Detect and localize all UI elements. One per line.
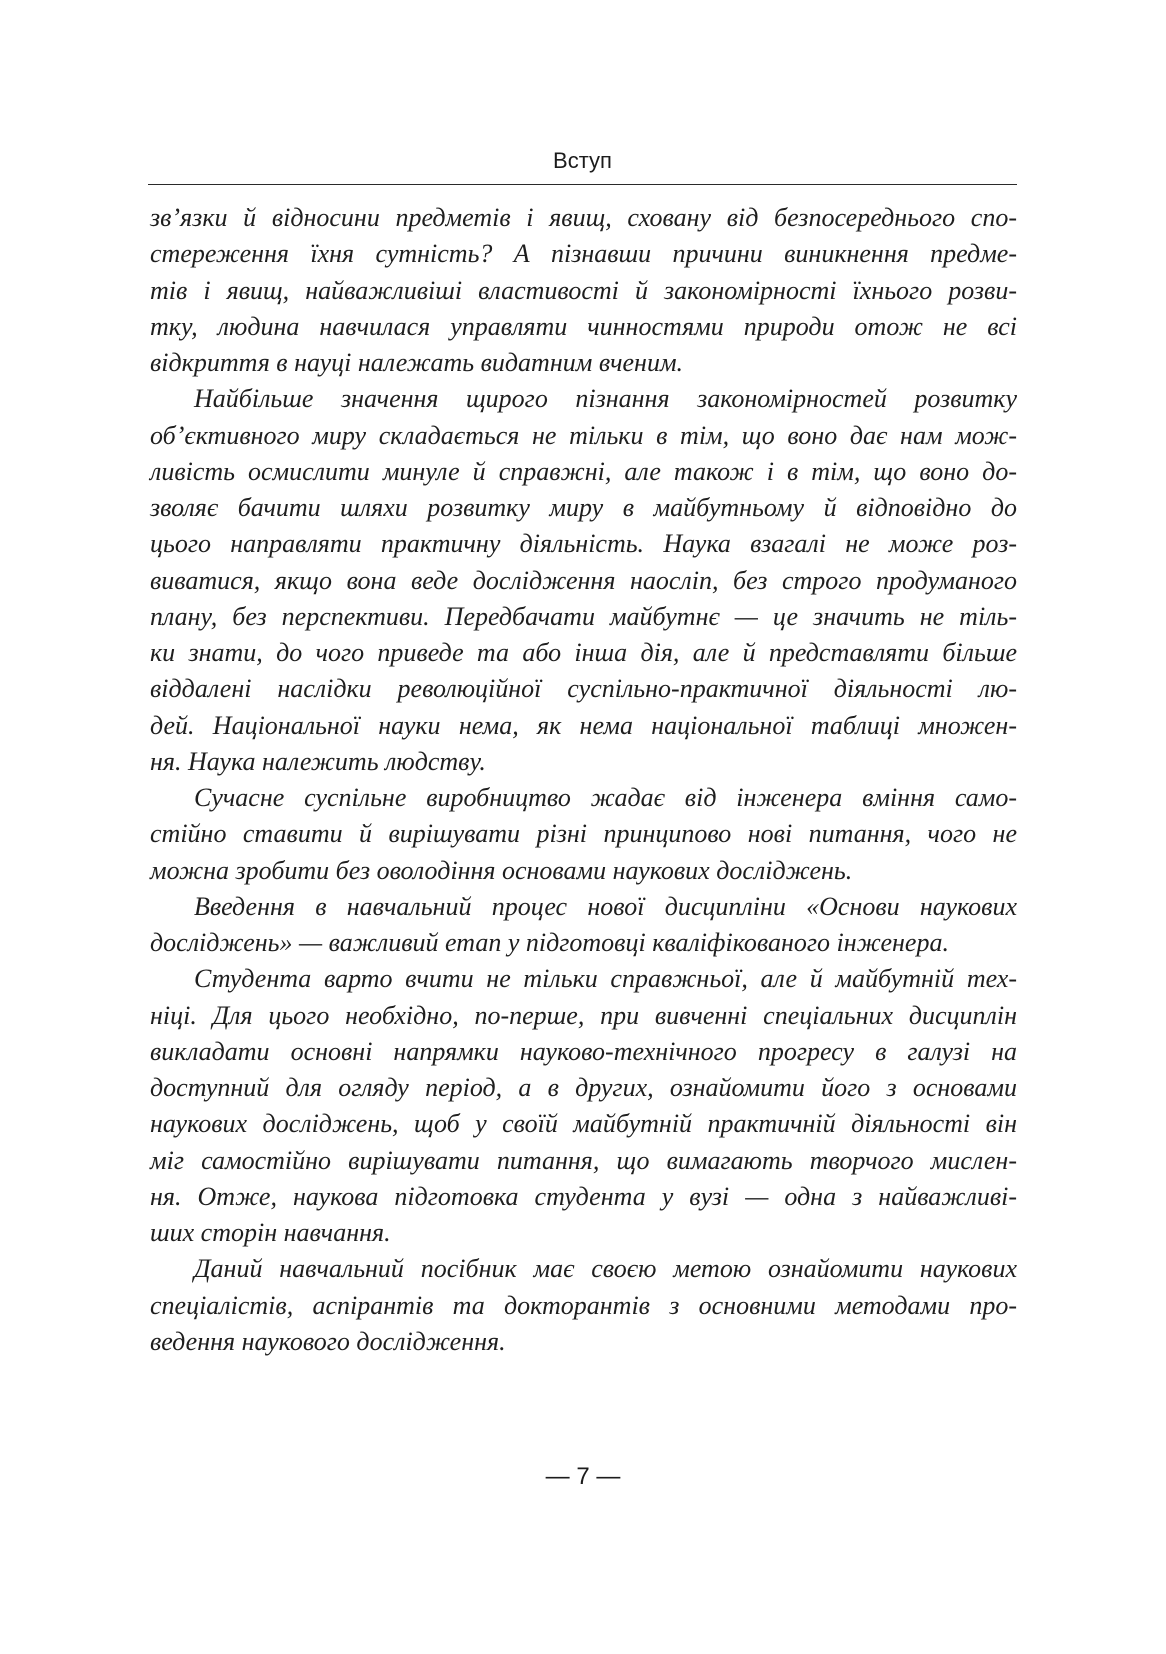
text-line: досліджень» — важливий етап у підготовці кваліфікованого інженера. bbox=[150, 928, 949, 957]
text-line: Введення в навчальний процес нової дисципліни «Основи наукових bbox=[194, 891, 1017, 921]
text-line: викладати основні напрямки науково-технічного прогресу в галузі на bbox=[150, 1036, 1017, 1066]
text-line: ших сторін навчання. bbox=[150, 1218, 391, 1247]
text-line: Студента варто вчити не тільки справжньої, але й майбутній тех- bbox=[194, 964, 1017, 994]
text-line: можна зробити без оволодіння основами наукових досліджень. bbox=[150, 855, 853, 885]
text-line: Сучасне суспільне виробництво жадає від інженера вміння само- bbox=[194, 783, 1017, 812]
text-line: ніці. Для цього необхідно, по-перше, при вивченні спеціальних дисциплін bbox=[150, 1000, 1017, 1030]
text-line: ня. Наука належить людству. bbox=[150, 746, 486, 776]
text-line: виватися, якщо вона веде дослідження наосліп, без строго продуманого bbox=[150, 565, 1017, 595]
body-text bbox=[150, 200, 1017, 1360]
text-line: віддалені наслідки революційної суспільно-практичної діяльності лю- bbox=[150, 674, 1017, 704]
text-line: Найбільше значення щирого пізнання закономірностей розвитку bbox=[194, 384, 1017, 414]
running-head-title: Вступ bbox=[553, 148, 612, 173]
text-line: наукових досліджень, щоб у своїй майбутній практичній діяльності він bbox=[150, 1109, 1017, 1139]
text-line: Даний навчальний посібник має своєю метою ознайомити наукових bbox=[194, 1254, 1017, 1284]
text-line: тку, людина навчилася управляти чинностями природи отож не всі bbox=[150, 311, 1017, 341]
text-line: зволяє бачити шляхи розвитку миру в майбутньому й відповідно до bbox=[150, 493, 1017, 522]
text-line: стереження їхня сутність? А пізнавши причини виникнення предме- bbox=[150, 239, 1017, 269]
text-line: зв’язки й відносини предметів і явищ, сховану від безпосереднього спо- bbox=[150, 203, 1017, 232]
text-line: ливість осмислити минуле й справжні, але також і в тім, що воно до- bbox=[150, 456, 1017, 486]
text-line: тів і явищ, найважливіші властивості й закономірності їхнього розви- bbox=[150, 275, 1017, 305]
text-line: ведення наукового дослідження. bbox=[150, 1326, 506, 1356]
text-line: доступний для огляду період, а в других, ознайомити його з основами bbox=[150, 1073, 1017, 1102]
text-line: міг самостійно вирішувати питання, що вимагають творчого мислен- bbox=[150, 1145, 1017, 1175]
text-line: ки знати, до чого приведе та або інша дія, але й представляти більше bbox=[150, 638, 1017, 667]
text-line: дей. Національної науки нема, як нема національної таблиці множен- bbox=[150, 710, 1017, 740]
text-line: ня. Отже, наукова підготовка студента у вузі — одна з найважливі- bbox=[150, 1181, 1017, 1211]
text-line: об’єктивного миру складається не тільки в тім, що воно дає нам мож- bbox=[150, 420, 1017, 450]
text-line: спеціалістів, аспірантів та докторантів з основними методами про- bbox=[150, 1290, 1017, 1320]
text-line: плану, без перспективи. Передбачати майбутнє — це значить не тіль- bbox=[150, 601, 1017, 631]
text-line: відкриття в науці належать видатним вченим. bbox=[150, 348, 684, 377]
header-rule bbox=[148, 184, 1017, 185]
page-number: — 7 — bbox=[545, 1463, 621, 1490]
text-line: стійно ставити й вирішувати різні принципово нові питання, чого не bbox=[150, 819, 1017, 849]
text-line: цього направляти практичну діяльність. Наука взагалі не може роз- bbox=[150, 529, 1017, 559]
